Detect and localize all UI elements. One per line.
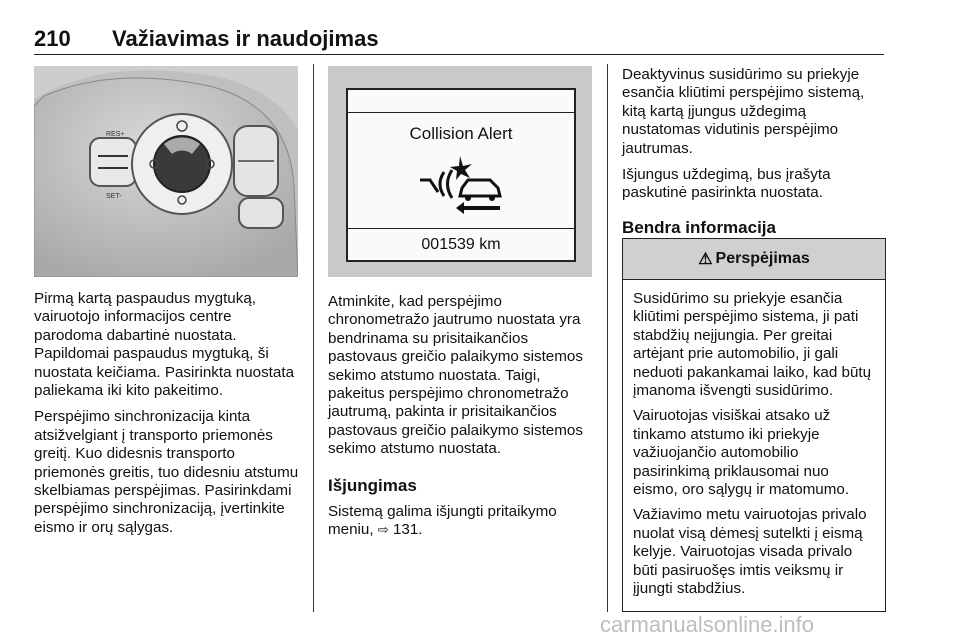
warning-box	[622, 238, 886, 612]
column-divider	[313, 64, 314, 612]
odometer-readout: 001539 km	[421, 236, 501, 253]
warning-body	[623, 280, 885, 599]
col3-paragraph: Išjungus uždegimą, bus įrašyta paskutinė pasirinkta nuostata.	[622, 166, 831, 202]
col2-paragraph	[328, 503, 592, 540]
chapter-title: Važiavimas ir naudojimas	[112, 26, 379, 51]
warning-triangle-icon: ⚠	[698, 251, 713, 268]
col2-paragraph: Atminkite, kad perspėjimo chronometražo jautrumo nuostata yra bendrinama su prisitaikančios pastovaus greičio palaikymo sistemos sekimo atstumo nuostata. Taigi, pakeitus perspėjimo chronometražo jautrumą, pakinta ir prisitaikančios pastovaus greičio palaikymo sistemos sekimo atstumo nuostata.	[328, 293, 583, 458]
warning-title: Perspėjimas	[715, 250, 810, 267]
col2-paragraph-text: Sistemą galima išjungti pritaikymo meniu,	[328, 503, 557, 539]
section-heading-disable: Išjungimas	[328, 475, 417, 495]
res-label: RES+	[106, 131, 125, 138]
set-label: SET-	[106, 193, 122, 200]
warning-paragraph: Vairuotojas visiškai atsako už tinkamo atstumo iki priekyje važiuojančio automobilio pasirinkimą priklausomai nuo eismo, oro sąlygų ir matomumo.	[633, 407, 850, 499]
warning-header	[623, 239, 885, 280]
col1-paragraph: Pirmą kartą paspaudus mygtuką, vairuotojo informacijos centre parodoma dabartinė nuostata. Papildomai paspaudus mygtuką, ši nuostata keičiama. Pasirinkta nuostata paliekama iki kito pakeitimo.	[34, 290, 295, 400]
column-divider	[607, 64, 608, 612]
column-1-text	[34, 290, 300, 545]
page-number: 210	[34, 26, 71, 51]
page-ref-link[interactable]: 131.	[392, 521, 423, 539]
page-ref-icon: ⇨	[377, 522, 389, 538]
col3-paragraph: Deaktyvinus susidūrimo su priekyje esančia kliūtimi perspėjimo sistemą, kitą kartą įjungus uždegimą nustatomas vidutinis perspėjimo jautrumas.	[622, 66, 865, 157]
collision-alert-icon	[414, 152, 510, 216]
steering-wheel-figure	[34, 66, 298, 277]
warning-paragraph: Važiavimo metu vairuotojas privalo nuolat visą dėmesį sutelkti į eismą kelyje. Vairuotojas visada privalo būti pasiruošęs imtis veiksmų ir įjungti stabdžius.	[633, 506, 867, 598]
driver-info-display	[346, 88, 576, 262]
column-3-text	[622, 66, 886, 237]
page-header	[34, 24, 884, 55]
column-2-text	[328, 293, 592, 548]
display-figure	[328, 66, 592, 277]
col1-paragraph: Perspėjimo sinchronizacija kinta atsižvelgiant į transporto priemonės greitį. Kuo didesnis transporto priemonės greitis, tuo didesniu atstumu skelbiamas perspėjimas. Pasirinkdami perspėjimo sinchronizaciją, įvertinkite eismo ir orų sąlygas.	[34, 408, 299, 536]
watermark: carmanualsonline.info	[600, 612, 815, 637]
section-heading-general: Bendra informacija	[622, 217, 776, 237]
steering-wheel-controls-icon	[34, 66, 298, 277]
warning-paragraph: Susidūrimo su priekyje esančia kliūtimi perspėjimo sistema, ji pati stabdžių neįjungia. Per greitai artėjant prie automobilio, ji gali neduoti pakankamai laiko, kad būtų įmanoma išvengti susidūrimo.	[633, 290, 872, 400]
display-title: Collision Alert	[409, 124, 513, 143]
